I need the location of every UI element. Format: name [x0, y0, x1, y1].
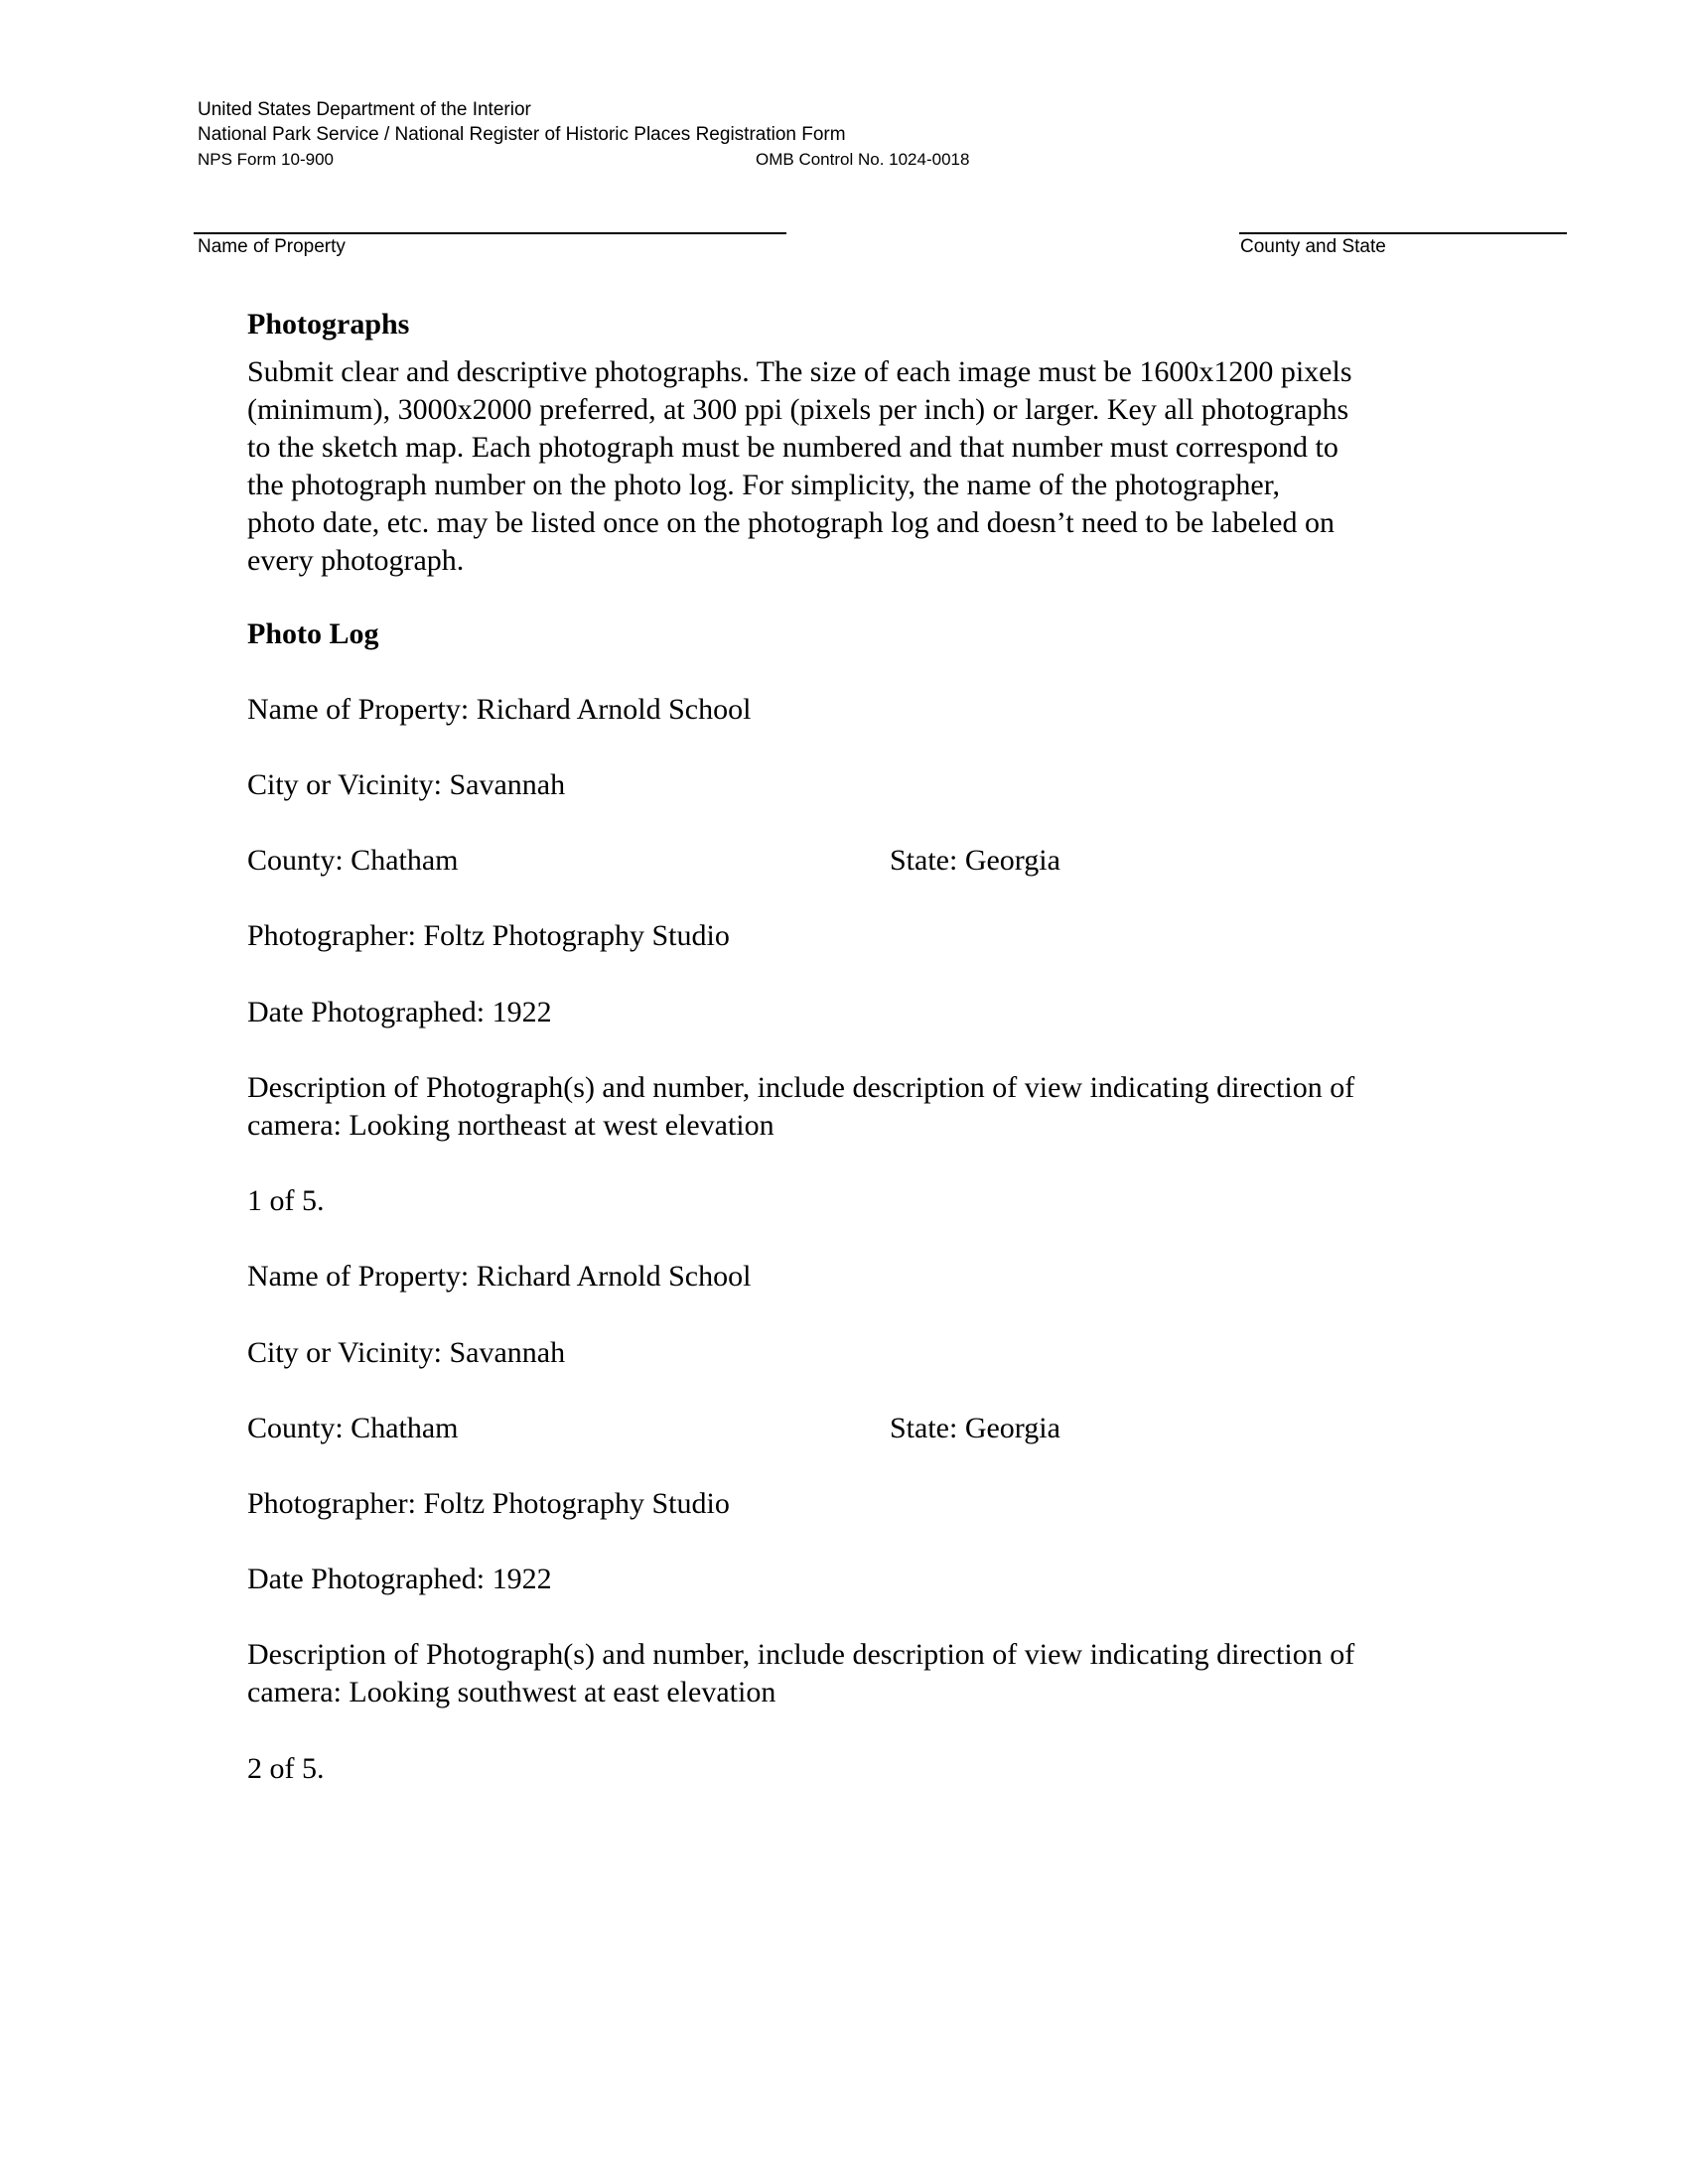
entry-state: State: Georgia — [890, 1412, 1060, 1444]
entry-photo-number: 1 of 5. — [247, 1184, 325, 1217]
photographs-instructions-line: the photograph number on the photo log. For simplicity, the name of the photographer, — [247, 469, 1280, 501]
entry-date: Date Photographed: 1922 — [247, 1563, 552, 1595]
entry-photographer: Photographer: Foltz Photography Studio — [247, 919, 730, 952]
department-name: United States Department of the Interior — [198, 99, 531, 120]
entry-property-name: Name of Property: Richard Arnold School — [247, 693, 752, 726]
photographs-instructions-line: Submit clear and descriptive photographs. The size of each image must be 1600x1200 pixels — [247, 355, 1352, 388]
entry-description-line: camera: Looking southwest at east elevation — [247, 1676, 776, 1708]
entry-photographer: Photographer: Foltz Photography Studio — [247, 1487, 730, 1520]
photographs-instructions-line: photo date, etc. may be listed once on the photograph log and doesn’t need to be labeled on — [247, 506, 1335, 539]
entry-county: County: Chatham — [247, 1412, 459, 1444]
agency-form-title: National Park Service / National Register of Historic Places Registration Form — [198, 124, 846, 145]
entry-date: Date Photographed: 1922 — [247, 996, 552, 1028]
form-number: NPS Form 10-900 — [198, 150, 334, 169]
entry-city: City or Vicinity: Savannah — [247, 1336, 566, 1369]
entry-description-line: Description of Photograph(s) and number, include description of view indicating direction of — [247, 1071, 1355, 1104]
entry-state: State: Georgia — [890, 844, 1060, 877]
photographs-heading: Photographs — [247, 308, 410, 341]
entry-photo-number: 2 of 5. — [247, 1752, 325, 1785]
county-state-label: County and State — [1240, 236, 1386, 257]
entry-county: County: Chatham — [247, 844, 459, 877]
entry-city: City or Vicinity: Savannah — [247, 768, 566, 801]
photo-log-heading: Photo Log — [247, 617, 379, 650]
photographs-instructions-line: to the sketch map. Each photograph must be numbered and that number must correspond to — [247, 431, 1338, 464]
county-state-rule — [1239, 232, 1567, 234]
photographs-instructions-line: (minimum), 3000x2000 preferred, at 300 ppi (pixels per inch) or larger. Key all photographs — [247, 393, 1349, 426]
entry-description-line: Description of Photograph(s) and number, include description of view indicating direction of — [247, 1638, 1355, 1671]
name-of-property-label: Name of Property — [198, 236, 346, 257]
name-of-property-rule — [194, 232, 786, 234]
photographs-instructions-line: every photograph. — [247, 544, 465, 577]
entry-description-line: camera: Looking northeast at west elevation — [247, 1109, 774, 1142]
omb-control-number: OMB Control No. 1024-0018 — [756, 150, 970, 169]
entry-property-name: Name of Property: Richard Arnold School — [247, 1260, 752, 1293]
